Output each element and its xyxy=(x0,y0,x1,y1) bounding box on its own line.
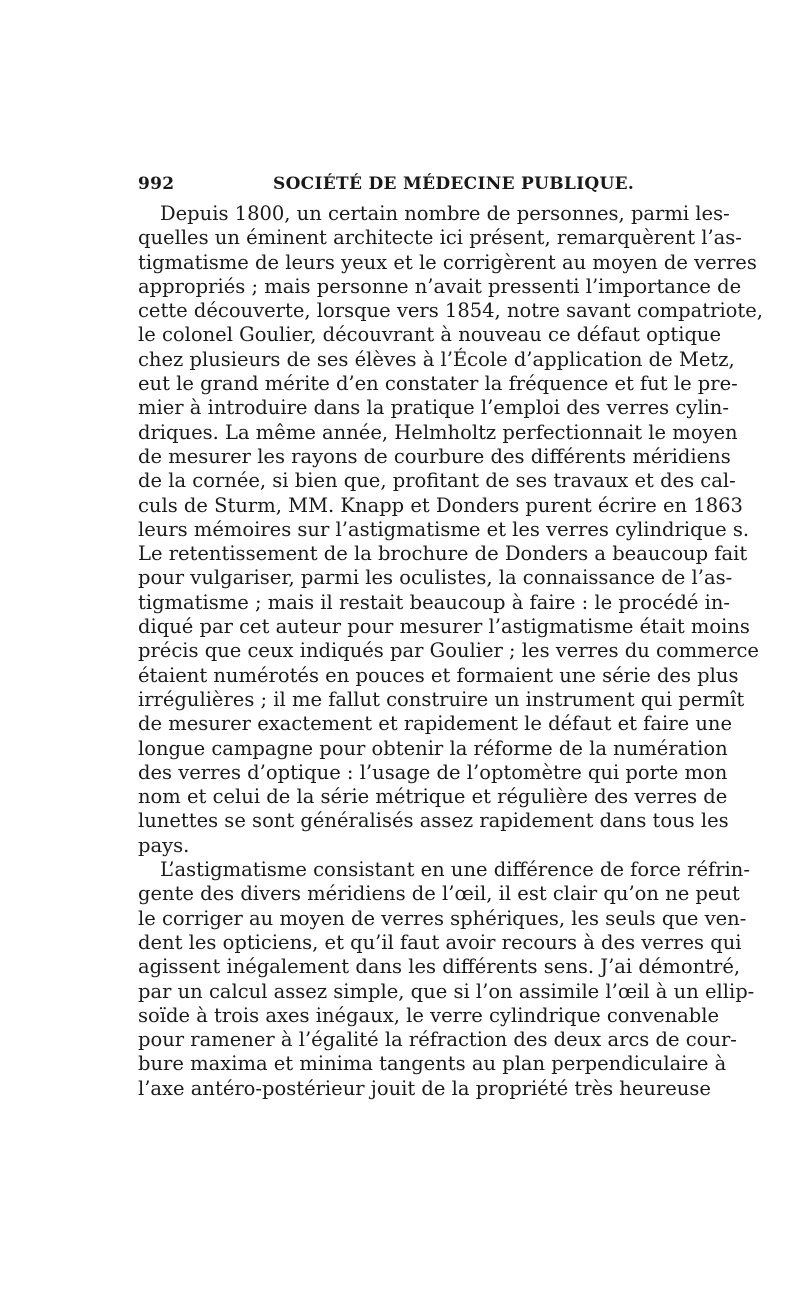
text-line: tigmatisme de leurs yeux et le corrigèrent au moyen de verres xyxy=(138,250,757,274)
text-line: de la cornée, si bien que, profitant de ses travaux et des cal- xyxy=(138,469,736,493)
book-page xyxy=(138,170,763,1101)
body-text xyxy=(138,202,763,1101)
text-line: longue campagne pour obtenir la réforme de la numération xyxy=(138,736,728,760)
text-line: de mesurer les rayons de courbure des différents méridiens xyxy=(138,444,731,468)
text-line: des verres d’optique : l’usage de l’optomètre qui porte mon xyxy=(138,760,728,784)
text-line: Le retentissement de la brochure de Donders a beaucoup fait xyxy=(138,542,748,566)
text-line: tigmatisme ; mais il restait beaucoup à faire : le procédé in- xyxy=(138,590,731,614)
text-line: agissent inégalement dans les différents sens. J’ai démontré, xyxy=(138,955,741,979)
text-line: culs de Sturm, MM. Knapp et Donders purent écrire en 1863 xyxy=(138,493,743,517)
text-line: L’astigmatisme consistant en une différence de force réfrin- xyxy=(160,858,750,882)
text-line: mier à introduire dans la pratique l’emploi des verres cylin- xyxy=(138,396,729,420)
text-line: soïde à trois axes inégaux, le verre cylindrique convenable xyxy=(138,1003,720,1027)
text-line: quelles un éminent architecte ici présent, remarquèrent l’as- xyxy=(138,226,742,250)
text-line: pour vulgariser, parmi les oculistes, la connaissance de l’as- xyxy=(138,566,733,590)
paragraph-1 xyxy=(138,202,763,858)
text-line: gente des divers méridiens de l’œil, il est clair qu’on ne peut xyxy=(138,882,740,906)
text-line: irrégulières ; il me fallut construire un instrument qui permît xyxy=(138,687,745,711)
text-line: de mesurer exactement et rapidement le défaut et faire une xyxy=(138,712,732,736)
text-line: par un calcul assez simple, que si l’on assimile l’œil à un ellip- xyxy=(138,979,755,1003)
text-line: pays. xyxy=(138,833,190,857)
text-line: driques. La même année, Helmholtz perfectionnait le moyen xyxy=(138,420,738,444)
text-line: chez plusieurs de ses élèves à l’École d’application de Metz, xyxy=(138,347,735,371)
text-line: dent les opticiens, et qu’il faut avoir recours à des verres qui xyxy=(138,930,742,954)
text-line: le colonel Goulier, découvrant à nouveau ce défaut optique xyxy=(138,323,722,347)
running-head xyxy=(138,170,666,196)
text-line: leurs mémoires sur l’astigmatisme et les verres cylindrique s. xyxy=(138,517,750,541)
text-line: appropriés ; mais personne n’avait pressenti l’importance de xyxy=(138,274,742,298)
text-line: précis que ceux indiqués par Goulier ; les verres du commerce xyxy=(138,639,759,663)
page-number: 992 xyxy=(138,174,175,194)
paragraph-2 xyxy=(138,858,755,1101)
text-line: eut le grand mérite d’en constater la fréquence et fut le pre- xyxy=(138,372,738,396)
text-line: diqué par cet auteur pour mesurer l’astigmatisme était moins xyxy=(138,615,750,639)
text-line: Depuis 1800, un certain nombre de personnes, parmi les- xyxy=(160,202,730,225)
text-line: nom et celui de la série métrique et régulière des verres de xyxy=(138,785,728,809)
text-line: lunettes se sont généralisés assez rapidement dans tous les xyxy=(138,809,729,833)
running-title: SOCIÉTÉ DE MÉDECINE PUBLIQUE. xyxy=(273,174,635,194)
text-line: pour ramener à l’égalité la réfraction des deux arcs de cour- xyxy=(138,1028,737,1052)
text-line: bure maxima et minima tangents au plan perpendiculaire à xyxy=(138,1052,727,1076)
text-line: étaient numérotés en pouces et formaient une série des plus xyxy=(138,663,739,687)
text-line: cette découverte, lorsque vers 1854, notre savant compatriote, xyxy=(138,299,763,323)
text-line: l’axe antéro-postérieur jouit de la propriété très heureuse xyxy=(138,1076,711,1100)
text-line: le corriger au moyen de verres sphériques, les seuls que ven- xyxy=(138,906,747,930)
